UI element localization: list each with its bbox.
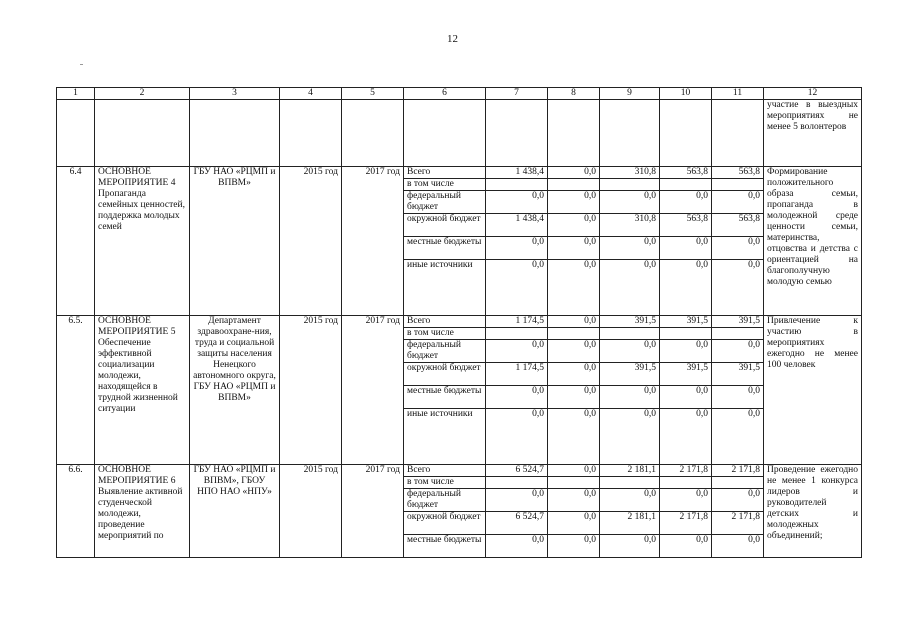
- amount-cell: 0,0: [600, 340, 660, 363]
- amount-cell: 1 438,4: [486, 167, 548, 179]
- col-header: 11: [712, 88, 764, 100]
- cell: [660, 100, 712, 167]
- amount-cell: 310,8: [600, 167, 660, 179]
- funding-source: местные бюджеты: [404, 386, 486, 409]
- margin-mark: [80, 64, 83, 65]
- funding-source: окружной бюджет: [404, 363, 486, 386]
- funding-source: Всего: [404, 316, 486, 328]
- amount-cell: 0,0: [548, 512, 600, 535]
- col-header: 1: [57, 88, 95, 100]
- amount-cell: 0,0: [548, 214, 600, 237]
- funding-source: в том числе: [404, 328, 486, 340]
- amount-cell: 0,0: [486, 340, 548, 363]
- amount-cell: 0,0: [548, 340, 600, 363]
- col-header: 6: [404, 88, 486, 100]
- cell: [712, 100, 764, 167]
- amount-cell: 0,0: [486, 535, 548, 558]
- amount-cell: 391,5: [660, 363, 712, 386]
- amount-cell: 0,0: [660, 386, 712, 409]
- funding-source: окружной бюджет: [404, 214, 486, 237]
- amount-cell: [600, 179, 660, 191]
- amount-cell: 0,0: [486, 489, 548, 512]
- amount-cell: [660, 179, 712, 191]
- amount-cell: [600, 477, 660, 489]
- funding-source: иные источники: [404, 260, 486, 316]
- amount-cell: 563,8: [712, 167, 764, 179]
- amount-cell: [600, 328, 660, 340]
- result-cell: участие в выездных мероприятиях не менее 5 волонтеров: [764, 100, 862, 167]
- start-year: 2015 год: [280, 465, 342, 558]
- amount-cell: [486, 179, 548, 191]
- amount-cell: 0,0: [600, 409, 660, 465]
- cell: [342, 100, 404, 167]
- amount-cell: 1 174,5: [486, 316, 548, 328]
- funding-source: иные источники: [404, 409, 486, 465]
- amount-cell: [660, 477, 712, 489]
- amount-cell: 0,0: [548, 191, 600, 214]
- executor: ГБУ НАО «РЦМП и ВПВМ»: [190, 167, 280, 316]
- amount-cell: 0,0: [660, 340, 712, 363]
- amount-cell: 0,0: [486, 237, 548, 260]
- amount-cell: 0,0: [660, 409, 712, 465]
- cell: [57, 100, 95, 167]
- table-body: [57, 88, 862, 558]
- amount-cell: 0,0: [660, 489, 712, 512]
- amount-cell: 0,0: [548, 489, 600, 512]
- cell: [600, 100, 660, 167]
- amount-cell: [712, 328, 764, 340]
- amount-cell: 0,0: [712, 260, 764, 316]
- cell: [404, 100, 486, 167]
- amount-cell: 0,0: [660, 260, 712, 316]
- cell: [190, 100, 280, 167]
- header-row: [57, 88, 862, 100]
- amount-cell: 0,0: [660, 191, 712, 214]
- result-cell: Формирование положительного образа семьи, пропаганда в молодежной среде ценности семьи, материнства, отцовства и детства с ориентацией на благополучную молодую семью: [764, 167, 862, 316]
- amount-cell: 0,0: [712, 489, 764, 512]
- event-name: ОСНОВНОЕ МЕРОПРИЯТИЕ 5 Обеспечение эффективной социализации молодежи, находящейся в трудной жизненной ситуации: [95, 316, 190, 465]
- result-cell: Привлечение к участию в мероприятиях ежегодно не менее 100 человек: [764, 316, 862, 465]
- amount-cell: 0,0: [548, 386, 600, 409]
- funding-source: в том числе: [404, 477, 486, 489]
- amount-cell: 391,5: [712, 363, 764, 386]
- amount-cell: [548, 328, 600, 340]
- entry-number: 6.4: [57, 167, 95, 316]
- col-header: 5: [342, 88, 404, 100]
- col-header: 4: [280, 88, 342, 100]
- amount-cell: 0,0: [712, 409, 764, 465]
- funding-source: Всего: [404, 465, 486, 477]
- col-header: 9: [600, 88, 660, 100]
- amount-cell: 563,8: [712, 214, 764, 237]
- amount-cell: 0,0: [712, 237, 764, 260]
- amount-cell: 0,0: [600, 237, 660, 260]
- event-name: ОСНОВНОЕ МЕРОПРИЯТИЕ 6 Выявление активной студенческой молодежи, проведение мероприятий по: [95, 465, 190, 558]
- amount-cell: 0,0: [548, 316, 600, 328]
- amount-cell: 0,0: [548, 363, 600, 386]
- cell: [486, 100, 548, 167]
- amount-cell: 0,0: [660, 535, 712, 558]
- amount-cell: 2 171,8: [712, 512, 764, 535]
- funding-source: в том числе: [404, 179, 486, 191]
- col-header: 12: [764, 88, 862, 100]
- col-header: 8: [548, 88, 600, 100]
- continuation-row: [57, 100, 862, 167]
- amount-cell: 0,0: [486, 409, 548, 465]
- amount-cell: 0,0: [600, 489, 660, 512]
- executor: Департамент здравоохране-ния, труда и социальной защиты населения Ненецкого автономного округа, ГБУ НАО «РЦМП и ВПВМ»: [190, 316, 280, 465]
- amount-cell: 2 171,8: [712, 465, 764, 477]
- amount-cell: [486, 328, 548, 340]
- amount-cell: 6 524,7: [486, 512, 548, 535]
- amount-cell: 0,0: [486, 260, 548, 316]
- amount-cell: 391,5: [660, 316, 712, 328]
- result-cell: Проведение ежегодно не менее 1 конкурса лидеров и руководителей детских и молодежных объединений;: [764, 465, 862, 558]
- funding-source: местные бюджеты: [404, 237, 486, 260]
- amount-cell: [548, 477, 600, 489]
- table-row: [57, 465, 862, 477]
- funding-source: федеральный бюджет: [404, 191, 486, 214]
- funding-source: окружной бюджет: [404, 512, 486, 535]
- amount-cell: 0,0: [712, 535, 764, 558]
- amount-cell: 1 174,5: [486, 363, 548, 386]
- executor: ГБУ НАО «РЦМП и ВПВМ», ГБОУ НПО НАО «НПУ»: [190, 465, 280, 558]
- table-row: [57, 167, 862, 179]
- amount-cell: 391,5: [712, 316, 764, 328]
- amount-cell: 0,0: [548, 260, 600, 316]
- amount-cell: [712, 477, 764, 489]
- cell: [95, 100, 190, 167]
- amount-cell: 391,5: [600, 363, 660, 386]
- amount-cell: 0,0: [486, 386, 548, 409]
- amount-cell: 2 171,8: [660, 512, 712, 535]
- amount-cell: 0,0: [548, 237, 600, 260]
- amount-cell: 0,0: [660, 237, 712, 260]
- table-row: [57, 316, 862, 328]
- amount-cell: 563,8: [660, 167, 712, 179]
- amount-cell: 2 181,1: [600, 465, 660, 477]
- amount-cell: 0,0: [712, 191, 764, 214]
- event-name: ОСНОВНОЕ МЕРОПРИЯТИЕ 4 Пропаганда семейных ценностей, поддержка молодых семей: [95, 167, 190, 316]
- amount-cell: 0,0: [548, 535, 600, 558]
- amount-cell: [486, 477, 548, 489]
- amount-cell: 0,0: [600, 386, 660, 409]
- start-year: 2015 год: [280, 167, 342, 316]
- program-table: [56, 87, 862, 558]
- amount-cell: 563,8: [660, 214, 712, 237]
- amount-cell: 6 524,7: [486, 465, 548, 477]
- amount-cell: 1 438,4: [486, 214, 548, 237]
- cell: [280, 100, 342, 167]
- amount-cell: 2 181,1: [600, 512, 660, 535]
- amount-cell: 2 171,8: [660, 465, 712, 477]
- amount-cell: 0,0: [600, 191, 660, 214]
- amount-cell: [548, 179, 600, 191]
- amount-cell: 0,0: [548, 465, 600, 477]
- funding-source: федеральный бюджет: [404, 489, 486, 512]
- amount-cell: [660, 328, 712, 340]
- amount-cell: 0,0: [486, 191, 548, 214]
- funding-source: федеральный бюджет: [404, 340, 486, 363]
- amount-cell: 391,5: [600, 316, 660, 328]
- amount-cell: 0,0: [712, 386, 764, 409]
- col-header: 2: [95, 88, 190, 100]
- start-year: 2015 год: [280, 316, 342, 465]
- amount-cell: 0,0: [600, 535, 660, 558]
- page-number: 12: [447, 33, 458, 45]
- amount-cell: 0,0: [712, 340, 764, 363]
- entry-number: 6.6.: [57, 465, 95, 558]
- amount-cell: [712, 179, 764, 191]
- col-header: 10: [660, 88, 712, 100]
- col-header: 3: [190, 88, 280, 100]
- funding-source: местные бюджеты: [404, 535, 486, 558]
- funding-source: Всего: [404, 167, 486, 179]
- entry-number: 6.5.: [57, 316, 95, 465]
- col-header: 7: [486, 88, 548, 100]
- end-year: 2017 год: [342, 316, 404, 465]
- amount-cell: 0,0: [548, 167, 600, 179]
- end-year: 2017 год: [342, 465, 404, 558]
- amount-cell: 310,8: [600, 214, 660, 237]
- cell: [548, 100, 600, 167]
- amount-cell: 0,0: [548, 409, 600, 465]
- end-year: 2017 год: [342, 167, 404, 316]
- amount-cell: 0,0: [600, 260, 660, 316]
